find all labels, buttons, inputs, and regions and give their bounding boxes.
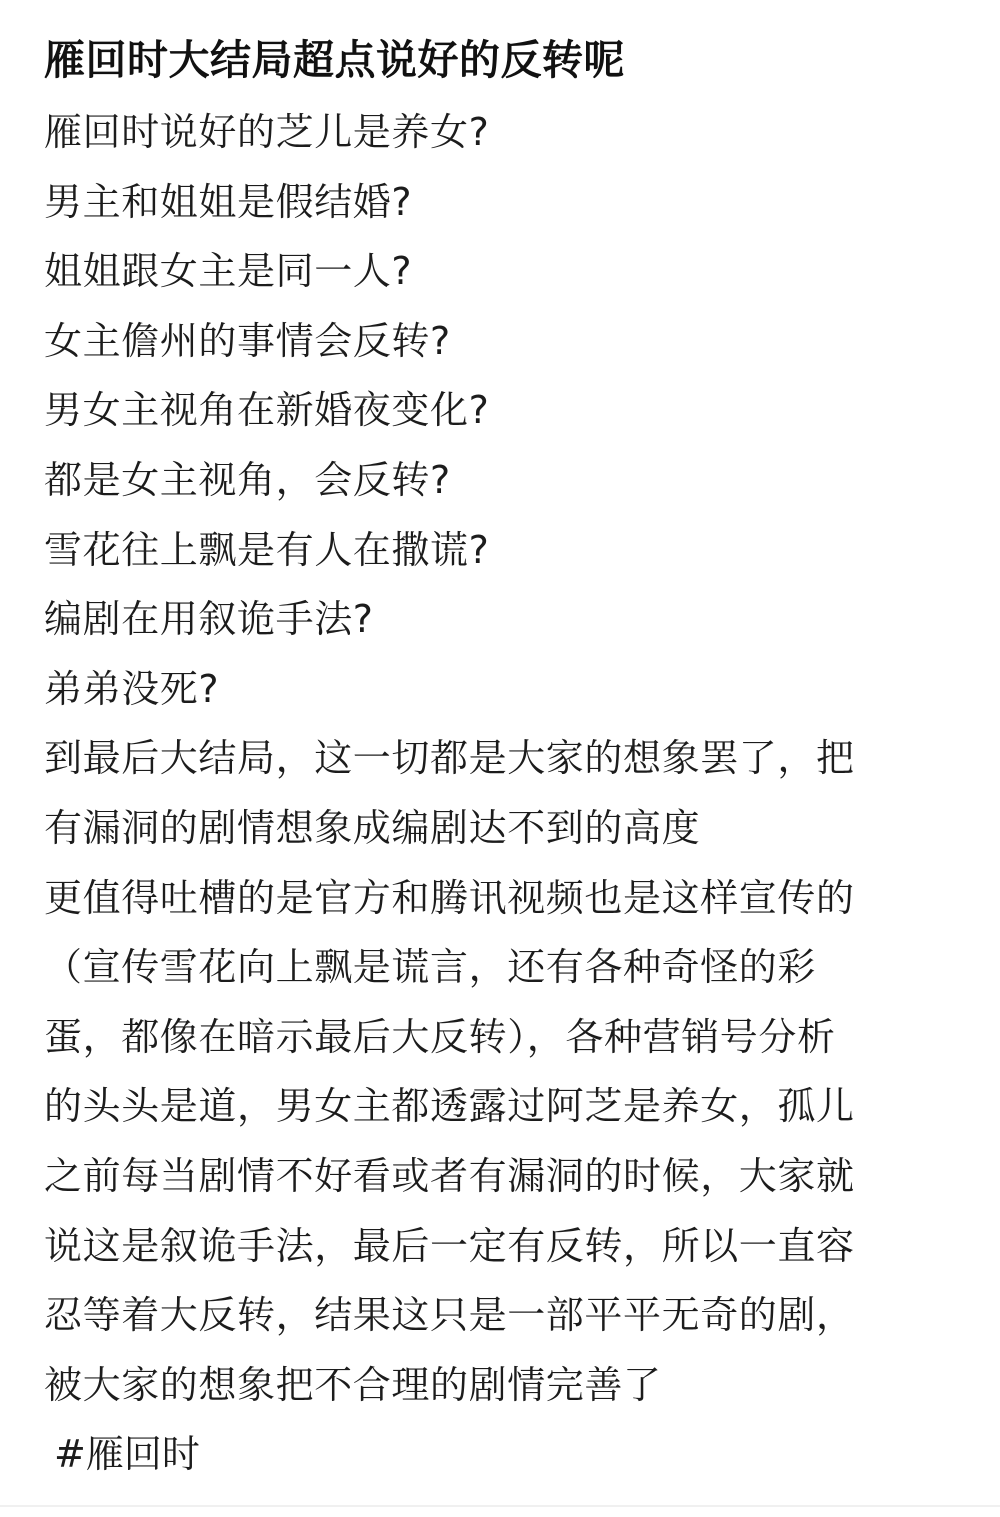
post-body-line: 被大家的想象把不合理的剧情完善了: [44, 1362, 662, 1407]
post-body-line: 男女主视角在新婚夜变化?: [44, 388, 490, 433]
post-body-line: 编剧在用叙诡手法?: [44, 597, 374, 642]
post-body-line: 都是女主视角，会反转?: [44, 457, 451, 502]
hashtag-link[interactable]: #雁回时: [54, 1432, 200, 1477]
post-body-line: 有漏洞的剧情想象成编剧达不到的高度: [44, 805, 701, 850]
post-title: 雁回时大结局超点说好的反转呢: [44, 36, 625, 84]
post-body-line: 忍等着大反转，结果这只是一部平平无奇的剧，: [44, 1293, 855, 1338]
post-body-line: 更值得吐槽的是官方和腾讯视频也是这样宣传的: [44, 875, 855, 920]
post-body-line: 雪花往上飘是有人在撒谎?: [44, 527, 490, 572]
post-body-line: 弟弟没死?: [44, 666, 220, 711]
post-body-line: 说这是叙诡手法，最后一定有反转，所以一直容: [44, 1223, 855, 1268]
post-body-line: 到最后大结局，这一切都是大家的想象罢了，把: [44, 736, 855, 781]
bottom-divider: [0, 1505, 1000, 1507]
post-body-line: 女主儋州的事情会反转?: [44, 318, 451, 363]
post-body-line: 男主和姐姐是假结婚?: [44, 179, 413, 224]
post-body-line: 的头头是道，男女主都透露过阿芝是养女，孤儿: [44, 1084, 855, 1129]
post-body: [44, 98, 956, 1420]
post-body-line: （宣传雪花向上飘是谎言，还有各种奇怪的彩: [44, 945, 817, 990]
post-body-line: 蛋，都像在暗示最后大反转），各种营销号分析: [44, 1014, 836, 1059]
post-body-line: 雁回时说好的芝儿是养女?: [44, 110, 490, 154]
post-body-line: 姐姐跟女主是同一人?: [44, 249, 413, 294]
post-body-line: 之前每当剧情不好看或者有漏洞的时候，大家就: [44, 1153, 855, 1198]
